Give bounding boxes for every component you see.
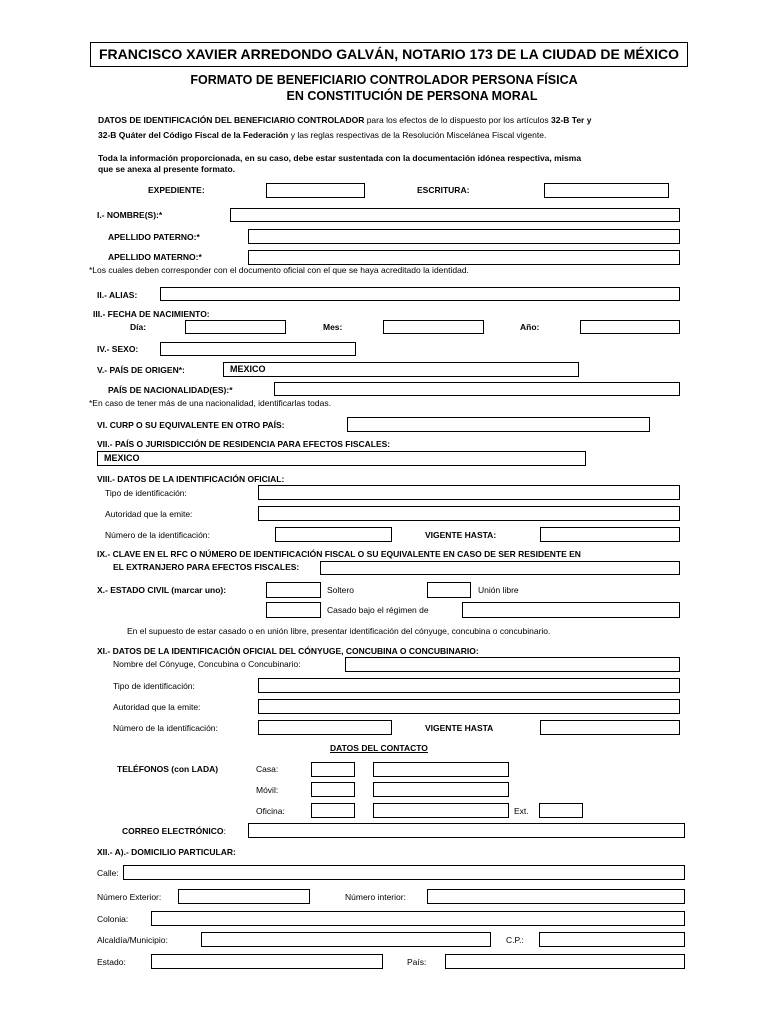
fecha-nacimiento-label: III.- FECHA DE NACIMIENTO: bbox=[93, 309, 210, 319]
domicilio-header: XII.- A).- DOMICILIO PARTICULAR: bbox=[97, 847, 236, 857]
tipo-identificacion-label: Tipo de identificación: bbox=[105, 488, 187, 498]
alcaldia-field[interactable] bbox=[201, 932, 491, 947]
intro-paragraph-2-cont: que se anexa al presente formato. bbox=[98, 164, 235, 174]
sexo-label: IV.- SEXO: bbox=[97, 344, 139, 354]
rfc-field[interactable] bbox=[320, 561, 680, 575]
tipo-identificacion-field[interactable] bbox=[258, 485, 680, 500]
form-title-line2: EN CONSTITUCIÓN DE PERSONA MORAL bbox=[286, 89, 538, 103]
oficina-lada-field[interactable] bbox=[311, 803, 355, 818]
colonia-field[interactable] bbox=[151, 911, 685, 926]
ext-field[interactable] bbox=[539, 803, 583, 818]
intro-paragraph-1-cont: 32-B Quáter del Código Fiscal de la Federación y las reglas respectivas de la Resolución Miscelánea Fiscal vigente. bbox=[98, 130, 547, 140]
numero-interior-field[interactable] bbox=[427, 889, 685, 904]
nacionalidad-note: *En caso de tener más de una nacionalidad, identificarlas todas. bbox=[89, 398, 331, 408]
autoridad-emite-field[interactable] bbox=[258, 506, 680, 521]
alias-label: II.- ALIAS: bbox=[97, 290, 138, 300]
casado-label: Casado bajo el régimen de bbox=[327, 605, 429, 615]
calle-field[interactable] bbox=[123, 865, 685, 880]
nombre-conyuge-field[interactable] bbox=[345, 657, 680, 672]
numero-interior-label: Número interior: bbox=[345, 892, 406, 902]
mes-field[interactable] bbox=[383, 320, 484, 334]
escritura-label: ESCRITURA: bbox=[417, 185, 470, 195]
autoridad-emite-label: Autoridad que la emite: bbox=[105, 509, 193, 519]
form-title-line1: FORMATO DE BENEFICIARIO CONTROLADOR PERSONA FÍSICA bbox=[190, 73, 578, 87]
oficina-telefono-field[interactable] bbox=[373, 803, 509, 818]
notary-title: FRANCISCO XAVIER ARREDONDO GALVÁN, NOTARIO 173 DE LA CIUDAD DE MÉXICO bbox=[90, 42, 688, 67]
movil-lada-field[interactable] bbox=[311, 782, 355, 797]
apellido-materno-field[interactable] bbox=[248, 250, 680, 265]
intro-paragraph-1: DATOS DE IDENTIFICACIÓN DEL BENEFICIARIO CONTROLADOR para los efectos de lo dispuesto por los artículos 32-B Ter y bbox=[98, 115, 592, 125]
conyuge-autoridad-field[interactable] bbox=[258, 699, 680, 714]
conyuge-vigente-hasta-label: VIGENTE HASTA bbox=[425, 723, 494, 733]
dia-label: Día: bbox=[130, 322, 147, 332]
rfc-label-cont: EL EXTRANJERO PARA EFECTOS FISCALES: bbox=[113, 562, 300, 572]
numero-identificacion-label: Número de la identificación: bbox=[105, 530, 210, 540]
expediente-label: EXPEDIENTE: bbox=[148, 185, 205, 195]
conyuge-header: XI.- DATOS DE LA IDENTIFICACIÓN OFICIAL DEL CÓNYUGE, CONCUBINA O CONCUBINARIO: bbox=[97, 646, 479, 656]
identificacion-header: VIII.- DATOS DE LA IDENTIFICACIÓN OFICIAL: bbox=[97, 474, 285, 484]
union-libre-label: Unión libre bbox=[478, 585, 519, 595]
pais-field[interactable] bbox=[445, 954, 685, 969]
intro-paragraph-2: Toda la información proporcionada, en su caso, debe estar sustentada con la documentación idónea respectiva, misma bbox=[98, 153, 582, 163]
oficina-label: Oficina: bbox=[256, 806, 285, 816]
pais-origen-field[interactable]: MEXICO bbox=[223, 362, 579, 377]
conyuge-vigente-hasta-field[interactable] bbox=[540, 720, 680, 735]
apellido-paterno-field[interactable] bbox=[248, 229, 680, 244]
pais-nacionalidad-label: PAÍS DE NACIONALIDAD(ES):* bbox=[108, 385, 233, 395]
casa-telefono-field[interactable] bbox=[373, 762, 509, 777]
alias-field[interactable] bbox=[160, 287, 680, 301]
soltero-checkbox[interactable] bbox=[266, 582, 321, 598]
casa-lada-field[interactable] bbox=[311, 762, 355, 777]
curp-label: VI. CURP O SU EQUIVALENTE EN OTRO PAÍS: bbox=[97, 420, 285, 430]
curp-field[interactable] bbox=[347, 417, 650, 432]
cp-field[interactable] bbox=[539, 932, 685, 947]
estado-field[interactable] bbox=[151, 954, 383, 969]
estado-label: Estado: bbox=[97, 957, 126, 967]
sexo-field[interactable] bbox=[160, 342, 356, 356]
alcaldia-label: Alcaldía/Municipio: bbox=[97, 935, 168, 945]
apellido-paterno-label: APELLIDO PATERNO:* bbox=[108, 232, 200, 242]
correo-field[interactable] bbox=[248, 823, 685, 838]
movil-label: Móvil: bbox=[256, 785, 279, 795]
movil-telefono-field[interactable] bbox=[373, 782, 509, 797]
soltero-label: Soltero bbox=[327, 585, 354, 595]
estado-civil-label: X.- ESTADO CIVIL (marcar uno): bbox=[97, 585, 227, 595]
vigente-hasta-field[interactable] bbox=[540, 527, 680, 542]
ext-label: Ext. bbox=[514, 806, 529, 816]
numero-exterior-field[interactable] bbox=[178, 889, 310, 904]
pais-nacionalidad-field[interactable] bbox=[274, 382, 680, 396]
anio-field[interactable] bbox=[580, 320, 680, 334]
conyuge-tipo-identificacion-label: Tipo de identificación: bbox=[113, 681, 195, 691]
conyuge-numero-identificacion-label: Número de la identificación: bbox=[113, 723, 218, 733]
nombres-label: I.- NOMBRE(S):* bbox=[97, 210, 163, 220]
cp-label: C.P.: bbox=[506, 935, 524, 945]
residencia-label: VII.- PAÍS O JURISDICCIÓN DE RESIDENCIA PARA EFECTOS FISCALES: bbox=[97, 439, 391, 449]
pais-label: País: bbox=[407, 957, 427, 967]
numero-identificacion-field[interactable] bbox=[275, 527, 392, 542]
vigente-hasta-label: VIGENTE HASTA: bbox=[425, 530, 497, 540]
datos-contacto-header: DATOS DEL CONTACTO bbox=[330, 743, 428, 753]
casa-label: Casa: bbox=[256, 764, 279, 774]
regimen-field[interactable] bbox=[462, 602, 680, 618]
identity-note: *Los cuales deben corresponder con el documento oficial con el que se haya acreditado la identidad. bbox=[89, 265, 469, 275]
nombres-field[interactable] bbox=[230, 208, 680, 222]
apellido-materno-label: APELLIDO MATERNO:* bbox=[108, 252, 202, 262]
casado-checkbox[interactable] bbox=[266, 602, 321, 618]
conyuge-numero-identificacion-field[interactable] bbox=[258, 720, 392, 735]
numero-exterior-label: Número Exterior: bbox=[97, 892, 162, 902]
correo-label: CORREO ELECTRÓNICO: bbox=[122, 826, 226, 836]
nombre-conyuge-label: Nombre del Cónyuge, Concubina o Concubinario: bbox=[113, 659, 301, 669]
calle-label: Calle: bbox=[97, 868, 119, 878]
casado-note: En el supuesto de estar casado o en unión libre, presentar identificación del cónyuge, concubina o concubinario. bbox=[127, 626, 551, 636]
escritura-field[interactable] bbox=[544, 183, 669, 198]
rfc-label: IX.- CLAVE EN EL RFC O NÚMERO DE IDENTIFICACIÓN FISCAL O SU EQUIVALENTE EN CASO DE SER RESIDENTE EN bbox=[97, 549, 581, 559]
expediente-field[interactable] bbox=[266, 183, 365, 198]
conyuge-tipo-identificacion-field[interactable] bbox=[258, 678, 680, 693]
pais-origen-label: V.- PAÍS DE ORIGEN*: bbox=[97, 365, 185, 375]
anio-label: Año: bbox=[520, 322, 540, 332]
telefonos-label: TELÉFONOS (con LADA) bbox=[117, 764, 219, 774]
union-libre-checkbox[interactable] bbox=[427, 582, 471, 598]
dia-field[interactable] bbox=[185, 320, 286, 334]
residencia-field[interactable]: MEXICO bbox=[97, 451, 586, 466]
conyuge-autoridad-label: Autoridad que la emite: bbox=[113, 702, 201, 712]
mes-label: Mes: bbox=[323, 322, 343, 332]
colonia-label: Colonia: bbox=[97, 914, 129, 924]
